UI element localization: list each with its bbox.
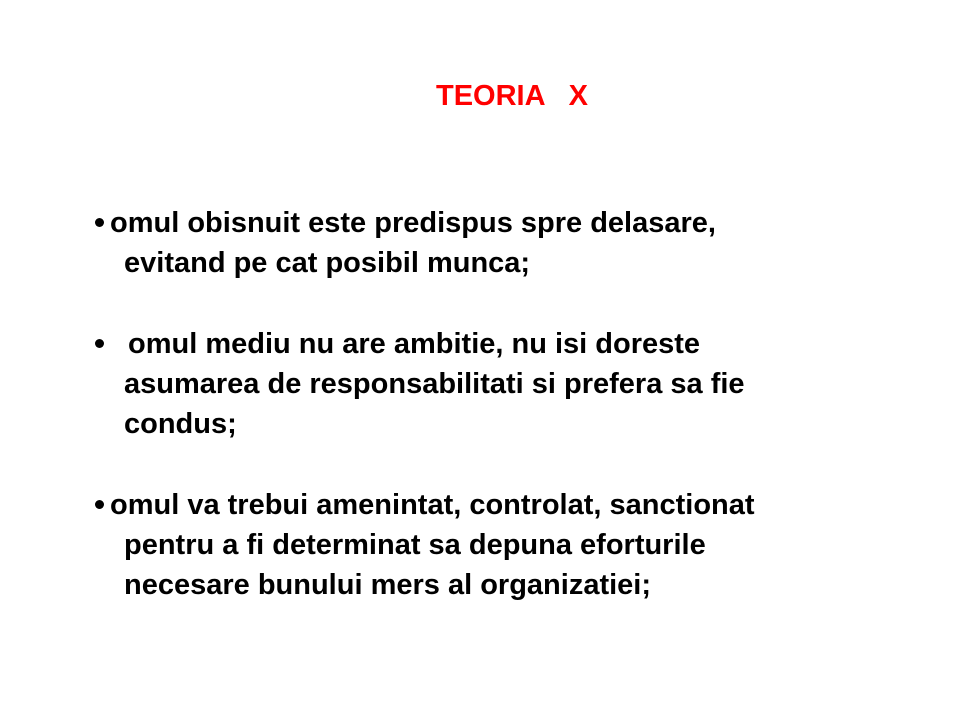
- bullet-continuation: necesare bunului mers al organizatiei;: [124, 569, 651, 601]
- bullet-continuation: asumarea de responsabilitati si prefera sa fie: [124, 368, 745, 400]
- bullet-dot-icon: [95, 218, 104, 227]
- bullet-dot-icon: [95, 339, 104, 348]
- bullet-text: omul obisnuit este predispus spre delasare,: [110, 207, 716, 239]
- bullet-continuation: condus;: [124, 408, 237, 440]
- bullet-item-3: [95, 485, 915, 605]
- bullet-item-1: [95, 203, 915, 283]
- bullet-line: [95, 324, 915, 364]
- bullet-continuation: pentru a fi determinat sa depuna eforturile: [124, 529, 706, 561]
- bullet-dot-icon: [95, 500, 104, 509]
- bullet-line: [95, 203, 915, 243]
- bullet-text: omul va trebui amenintat, controlat, sanctionat: [110, 489, 755, 521]
- slide-title: TEORIA X: [436, 80, 588, 112]
- bullet-item-2: [95, 324, 915, 444]
- bullet-continuation: evitand pe cat posibil munca;: [124, 247, 531, 279]
- bullet-line: [95, 485, 915, 525]
- bullet-text: omul mediu nu are ambitie, nu isi doreste: [128, 328, 701, 360]
